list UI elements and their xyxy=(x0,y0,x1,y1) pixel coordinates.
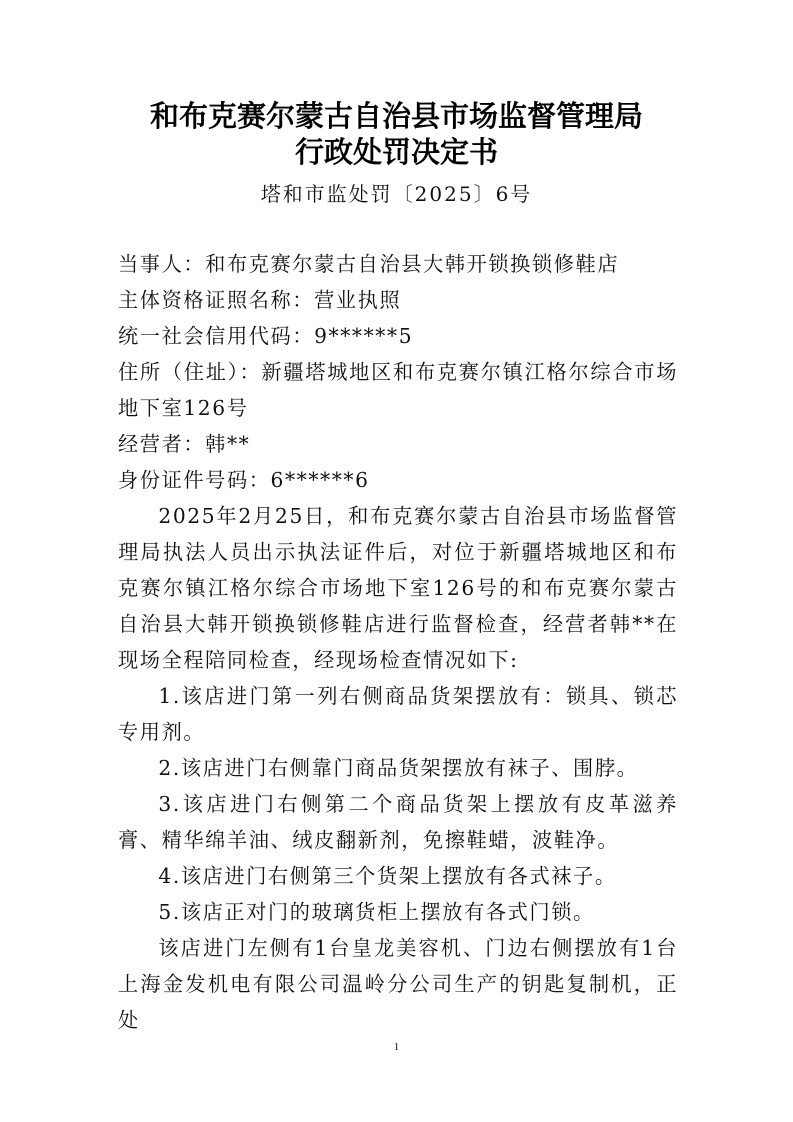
id-number-line: 身份证件号码：6******6 xyxy=(118,468,370,492)
document-number: 塔和市监处罚〔2025〕6号 xyxy=(260,182,533,206)
intro-paragraph: 2025年2月25日，和布克赛尔蒙古自治县市场监督管理局执法人员出示执法证件后，对位于新疆塔城地区和布克赛尔镇江格尔综合市场地下室126号的和布克赛尔蒙古自治县大韩开锁换锁修鞋店进行监督检查，经营者韩**在现场全程陪同检查，经现场检查情况如下: xyxy=(118,504,678,672)
finding-item-5: 5.该店正对门的玻璃货柜上摆放有各式门锁。 xyxy=(158,900,595,924)
document-title-line1: 和布克赛尔蒙古自治县市场监督管理局 xyxy=(149,99,643,133)
finding-item-4: 4.该店进门右侧第三个货架上摆放有各式袜子。 xyxy=(158,864,617,888)
party-line: 当事人：和布克赛尔蒙古自治县大韩开锁换锁修鞋店 xyxy=(118,252,620,276)
equipment-paragraph: 该店进门左侧有1台皇龙美容机、门边右侧摆放有1台上海金发机电有限公司温岭分公司生产的钥匙复制机，正处 xyxy=(118,936,678,1032)
finding-item-1: 1.该店进门第一列右侧商品货架摆放有：锁具、锁芯专用剂。 xyxy=(118,684,678,744)
document-title-line2: 行政处罚决定书 xyxy=(294,135,498,169)
address-line: 住所（住址）：新疆塔城地区和布克赛尔镇江格尔综合市场地下室126号 xyxy=(118,360,678,420)
page-number: 1 xyxy=(393,1041,400,1053)
finding-item-3: 3.该店进门右侧第二个商品货架上摆放有皮革滋养膏、精华绵羊油、绒皮翻新剂，免擦鞋蜡，波鞋净。 xyxy=(118,792,678,852)
document-body xyxy=(118,246,678,1038)
credit-code-line: 统一社会信用代码：9******5 xyxy=(118,324,414,348)
license-line: 主体资格证照名称：营业执照 xyxy=(118,288,402,312)
operator-line: 经营者：韩** xyxy=(118,432,251,456)
finding-item-2: 2.该店进门右侧靠门商品货架摆放有袜子、围脖。 xyxy=(158,756,639,780)
